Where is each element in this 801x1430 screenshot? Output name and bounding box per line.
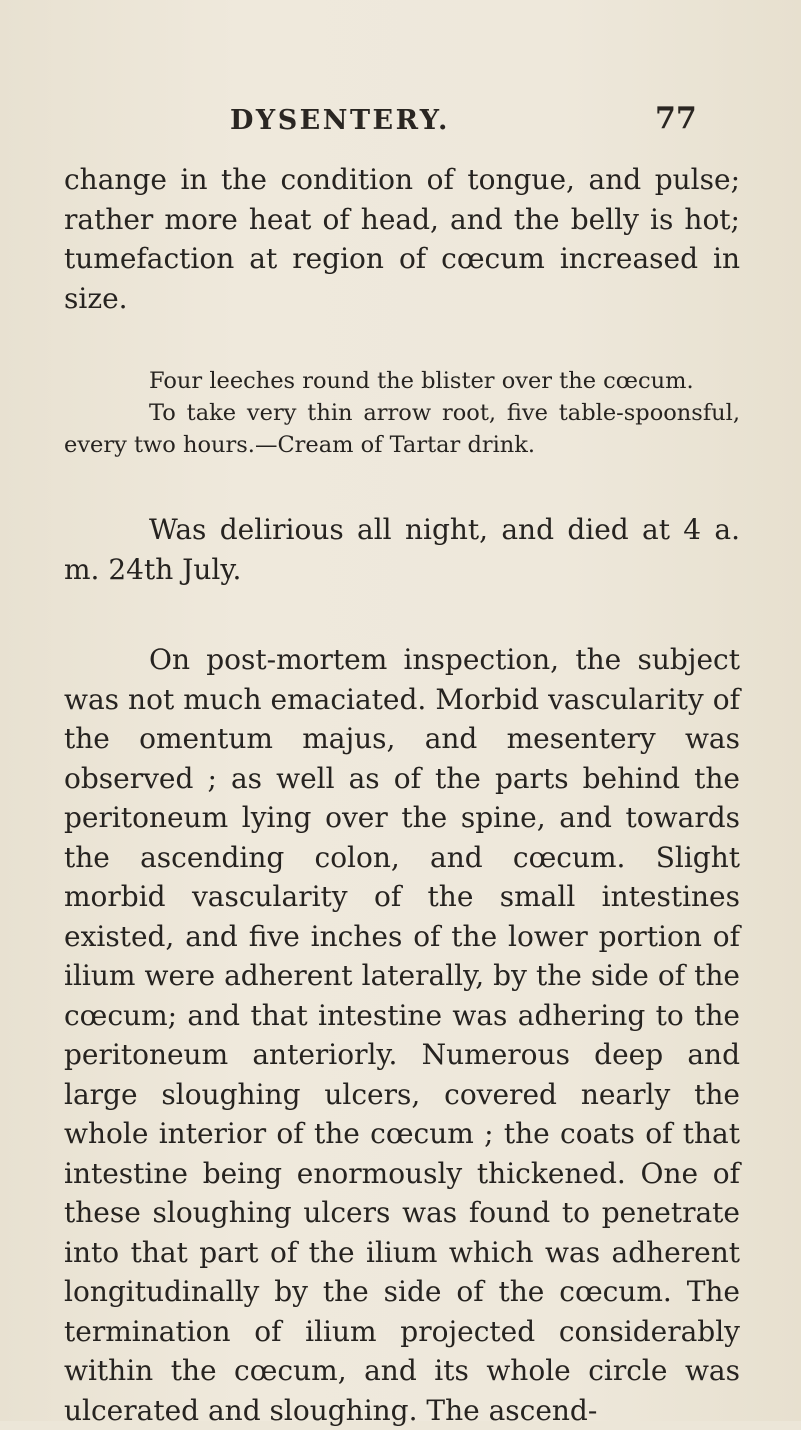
paragraph-death-note: Was delirious all night, and died at 4 a. m. 24th July. xyxy=(64,513,740,586)
paragraph-leeches-prescription: Four leeches round the blister over the cœcum. xyxy=(149,368,694,394)
page-number: 77 xyxy=(655,101,697,136)
paragraph-post-mortem: On post-mortem inspection, the subject was not much emaciated. Morbid vascularity of the omentum majus, and mesentery was observed ; as well as of the parts behind the peritoneum lying over the spine, and towards the ascending colon, and cœcum. Slight morbid vascularity of the small intestines existed, and five inches of the lower portion of ilium were adherent laterally, by the side of the cœcum; and that intestine was adhering to the peritoneum anteriorly. Numerous deep and large sloughing ulcers, covered nearly the whole interior of the cœcum ; the coats of that intestine being enormously thickened. One of these sloughing ulcers was found to penetrate into that part of the ilium which was adherent longitudinally by the side of the cœcum. The termination of ilium projected considerably within the cœcum, and its whole circle was ulcerated and sloughing. The ascend- xyxy=(64,643,740,1427)
running-head: DYSENTERY. xyxy=(230,105,450,136)
paragraph-arrow-root-prescription: To take very thin arrow root, five table-spoonsful, every two hours.—Cream of Tartar drink. xyxy=(64,400,740,458)
body-text xyxy=(64,160,740,1430)
page-header xyxy=(0,101,801,155)
paragraph-continued-symptoms: change in the condition of tongue, and pulse; rather more heat of head, and the belly is hot; tumefaction at region of cœcum increased in size. xyxy=(64,163,740,315)
